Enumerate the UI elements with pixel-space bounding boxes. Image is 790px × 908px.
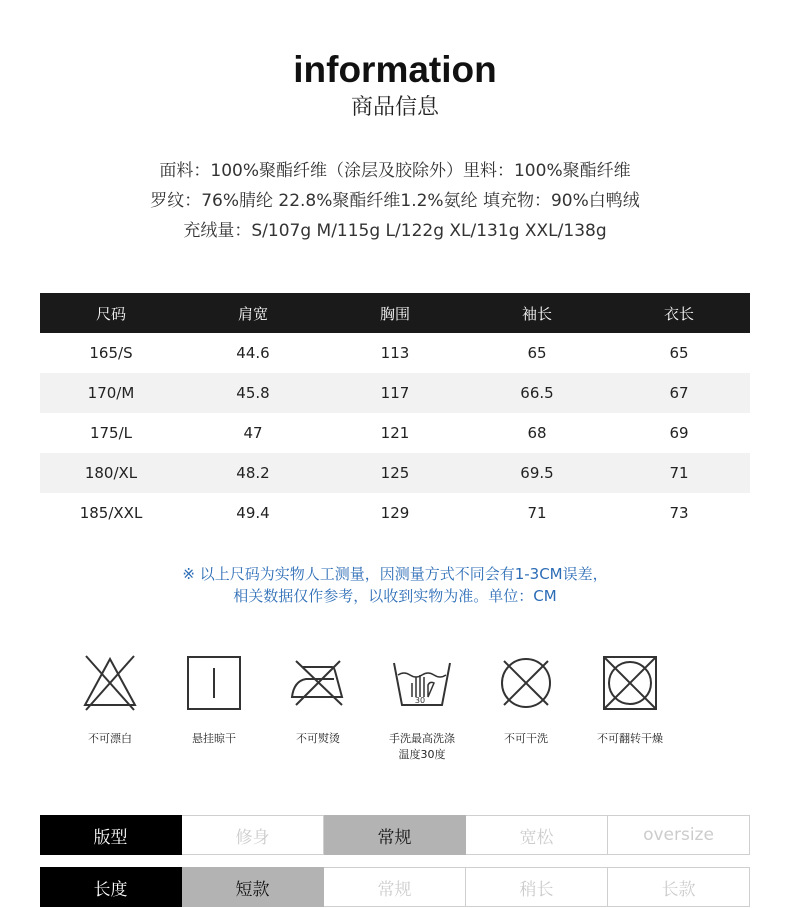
column-header: 尺码 xyxy=(40,293,182,333)
page-subtitle: 商品信息 xyxy=(350,95,439,120)
svg-text:30: 30 xyxy=(414,696,426,705)
measurement-note xyxy=(0,563,790,607)
length-selector xyxy=(40,867,750,907)
table-row xyxy=(40,413,750,453)
fit-option-oversize: oversize xyxy=(608,815,750,855)
care-item xyxy=(266,653,370,747)
table-cell: 45.8 xyxy=(182,373,324,413)
fabric-line: 充绒量：S/107g M/115g L/122g XL/131g XXL/138g xyxy=(183,221,607,241)
fit-label: 版型 xyxy=(40,815,182,855)
no-iron-icon xyxy=(288,653,348,713)
care-label: 不可翻转干燥 xyxy=(597,732,663,745)
table-cell: 175/L xyxy=(89,424,133,442)
column-header: 衣长 xyxy=(608,293,750,333)
table-cell: 71 xyxy=(527,504,547,522)
note-line: 相关数据仅作参考，以收到实物为准。单位：CM xyxy=(233,587,557,605)
fit-option-slim: 修身 xyxy=(182,815,324,855)
length-option-longer: 稍长 xyxy=(466,867,608,907)
fit-option-regular: 常规 xyxy=(324,815,466,855)
care-item xyxy=(58,653,162,747)
table-cell: 44.6 xyxy=(236,344,270,362)
table-row xyxy=(40,373,750,413)
fabric-line: 面料：100%聚酯纤维（涂层及胶除外）里料：100%聚酯纤维 xyxy=(159,161,631,181)
table-cell: 65 xyxy=(527,344,547,362)
care-label: 不可干洗 xyxy=(504,732,548,745)
care-item xyxy=(474,653,578,747)
table-cell: 180/XL xyxy=(40,453,182,493)
length-label: 长度 xyxy=(40,867,182,907)
table-row xyxy=(40,453,750,493)
size-table xyxy=(40,293,750,533)
table-row xyxy=(40,493,750,533)
column-header: 袖长 xyxy=(466,293,608,333)
fabric-line: 罗纹：76%腈纶 22.8%聚酯纤维1.2%氨纶 填充物：90%白鸭绒 xyxy=(150,191,640,211)
no-dry-clean-icon xyxy=(496,653,556,713)
table-cell: 165/S xyxy=(89,344,133,362)
column-header: 胸围 xyxy=(324,293,466,333)
care-label: 手洗最高洗涤温度30度 xyxy=(389,732,455,761)
hang-dry-icon xyxy=(184,653,244,713)
hand-wash-icon xyxy=(392,653,452,713)
length-option-regular: 常规 xyxy=(324,867,466,907)
care-item xyxy=(370,653,474,763)
table-cell: 170/M xyxy=(40,373,182,413)
table-cell: 185/XXL xyxy=(79,504,143,522)
note-line: ※ 以上尺码为实物人工测量，因测量方式不同会有1-3CM误差， xyxy=(182,565,608,583)
table-cell: 69 xyxy=(669,424,689,442)
table-cell: 47 xyxy=(243,424,263,442)
table-cell: 71 xyxy=(608,453,750,493)
table-cell: 117 xyxy=(324,373,466,413)
table-cell: 68 xyxy=(527,424,547,442)
table-cell: 125 xyxy=(324,453,466,493)
table-cell: 69.5 xyxy=(466,453,608,493)
no-bleach-icon xyxy=(80,653,140,713)
care-item xyxy=(162,653,266,747)
table-cell: 73 xyxy=(669,504,689,522)
table-cell: 113 xyxy=(380,344,410,362)
fit-selector xyxy=(40,815,750,855)
length-option-long: 长款 xyxy=(608,867,750,907)
column-header: 肩宽 xyxy=(182,293,324,333)
care-label: 悬挂晾干 xyxy=(192,732,236,745)
fabric-info xyxy=(0,156,790,246)
table-row xyxy=(40,333,750,373)
care-instructions xyxy=(58,653,782,783)
care-label: 不可熨烫 xyxy=(296,732,340,745)
care-label: 不可漂白 xyxy=(88,732,132,745)
care-item xyxy=(578,653,682,747)
table-cell: 49.4 xyxy=(236,504,270,522)
table-cell: 48.2 xyxy=(182,453,324,493)
no-tumble-dry-icon xyxy=(600,653,660,713)
table-header-row xyxy=(40,293,750,333)
table-cell: 66.5 xyxy=(466,373,608,413)
table-cell: 67 xyxy=(608,373,750,413)
table-cell: 65 xyxy=(669,344,689,362)
fit-option-loose: 宽松 xyxy=(466,815,608,855)
table-cell: 121 xyxy=(380,424,410,442)
table-cell: 129 xyxy=(380,504,410,522)
page-title: information xyxy=(293,49,497,90)
length-option-short: 短款 xyxy=(182,867,324,907)
